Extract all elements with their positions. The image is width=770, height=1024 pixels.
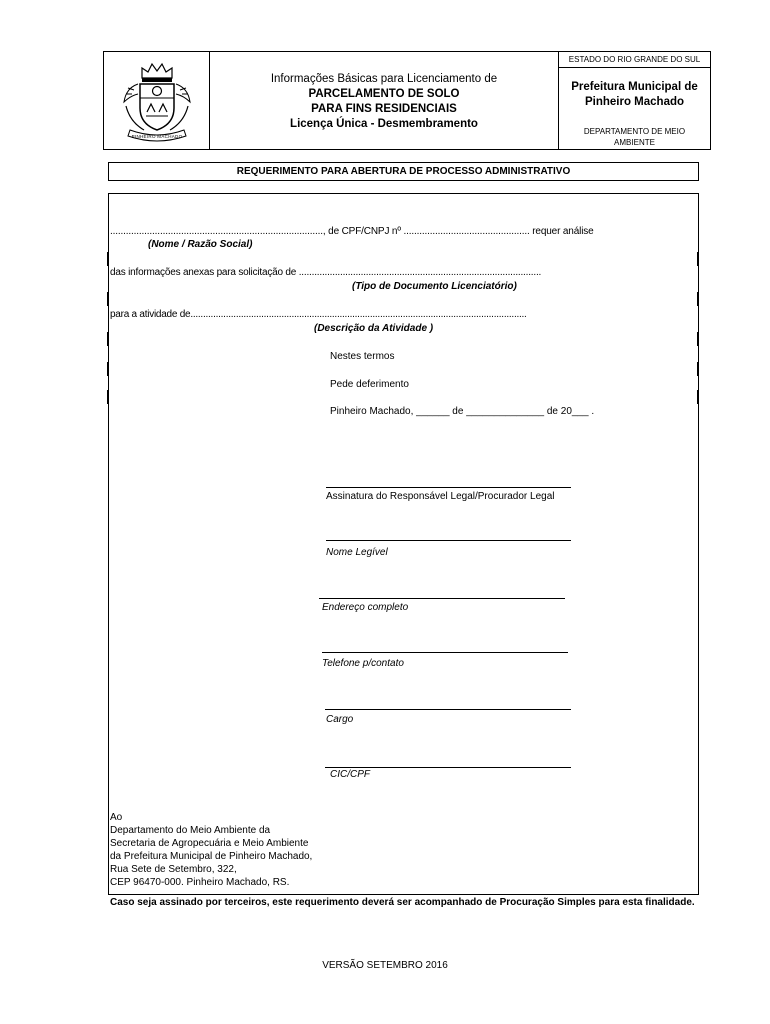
margin-mark — [697, 332, 699, 346]
header-line3: PARA FINS RESIDENCIAIS — [311, 103, 457, 115]
address-line — [319, 598, 565, 599]
prefeitura-name: Prefeitura Municipal de Pinheiro Machado — [571, 81, 698, 108]
header-line4: Licença Única - Desmembramento — [290, 118, 478, 130]
activity-line: para a atividade de..................................................................................................................................... — [110, 309, 527, 320]
signature-label: Assinatura do Responsável Legal/Procurador Legal — [326, 491, 555, 502]
header-issuer-cell — [558, 52, 710, 149]
recipient-address: Ao Departamento do Meio Ambiente da Secretaria de Agropecuária e Meio Ambiente da Prefeitura Municipal de Pinheiro Machado, Rua Sete de Setembro, 322, CEP 96470-000. Pinheiro Machado, RS. — [110, 812, 313, 888]
margin-mark — [107, 252, 109, 266]
department-name: DEPARTAMENTO DE MEIO AMBIENTE — [583, 127, 686, 147]
name-line — [326, 540, 571, 541]
margin-mark — [107, 390, 109, 404]
legible-name-label: Nome Legível — [326, 547, 388, 558]
margin-mark — [697, 390, 699, 404]
crest-ribbon-text: PINHEIRO MACHADO — [131, 134, 183, 139]
margin-mark — [697, 252, 699, 266]
cpf-label: CIC/CPF — [330, 769, 370, 780]
header-title-block — [210, 52, 558, 149]
margin-mark — [107, 362, 109, 376]
margin-mark — [107, 332, 109, 346]
document-version: VERSÃO SETEMBRO 2016 — [322, 960, 448, 971]
full-address-label: Endereço completo — [322, 602, 409, 613]
crest-cell — [104, 52, 210, 149]
cpf-line — [325, 767, 571, 768]
name-cpf-line: ................................................................................., de CPF/CNPJ nº ................................................ requer análise — [110, 226, 594, 237]
margin-mark — [107, 292, 109, 306]
date-line: Pinheiro Machado, ______ de ______________ de 20___ . — [330, 406, 595, 417]
activity-label: (Descrição da Atividade ) — [314, 323, 434, 334]
name-field-label: (Nome / Razão Social) — [148, 239, 253, 250]
closing-request: Pede deferimento — [330, 379, 409, 390]
phone-label: Telefone p/contato — [322, 658, 404, 669]
role-line — [325, 709, 571, 710]
closing-terms: Nestes termos — [330, 351, 395, 362]
document-type-label: (Tipo de Documento Licenciatório) — [352, 281, 517, 292]
document-header — [103, 51, 711, 150]
document-type-line: das informações anexas para solicitação de .............................................................................................. — [110, 267, 542, 278]
margin-mark — [697, 292, 699, 306]
phone-line — [322, 652, 568, 653]
signature-line — [326, 487, 571, 488]
municipal-crest-icon — [116, 58, 198, 144]
form-title: REQUERIMENTO PARA ABERTURA DE PROCESSO ADMINISTRATIVO — [108, 162, 699, 181]
header-line1: Informações Básicas para Licenciamento de — [270, 73, 498, 85]
state-name: ESTADO DO RIO GRANDE DO SUL — [559, 52, 710, 68]
header-line2: PARCELAMENTO DE SOLO — [308, 88, 460, 100]
third-party-note: Caso seja assinado por terceiros, este requerimento deverá ser acompanhado de Procuração Simples para esta finalidade. — [110, 897, 695, 908]
form-body — [108, 193, 699, 895]
role-label: Cargo — [326, 714, 354, 725]
margin-mark — [697, 362, 699, 376]
